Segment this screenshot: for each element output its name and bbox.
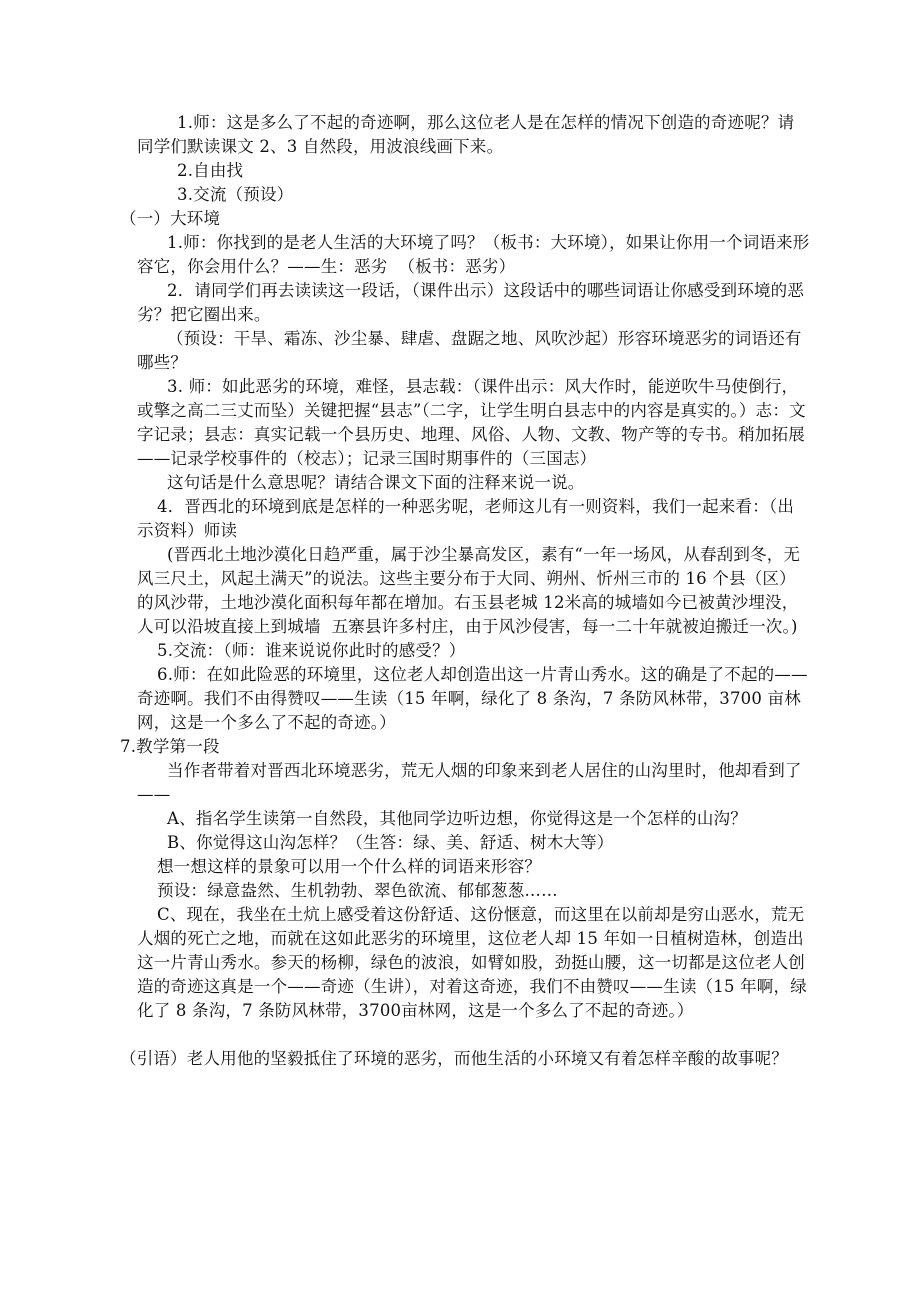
paragraph-19: 预设：绿意盎然、生机勃勃、翠色欲流、郁郁葱葱…… — [157, 881, 558, 900]
paragraph-5: 1.师：你找到的是老人生活的大环境了吗？（板书：大环境），如果让你用一个词语来形容它，你会用什么？——生：恶劣 （板书：恶劣） — [137, 233, 810, 276]
section-heading-environment: （一）大环境 — [120, 209, 221, 228]
paragraph-22: （引语）老人用他的坚毅抵住了环境的恶劣，而他生活的小环境又有着怎样辛酸的故事呢？ — [120, 1049, 788, 1068]
paragraph-10: 4．晋西北的环境到底是怎样的一种恶劣呢，老师这儿有一则资料，我们一起来看：（出示资料）师读 — [137, 497, 795, 540]
section-heading-teaching: 7.教学第一段 — [120, 737, 220, 756]
paragraph-6: 2．请同学们再去读读这一段话，（课件出示）这段话中的哪些词语让你感受到环境的恶劣？把它圈出来。 — [137, 281, 805, 324]
paragraph-20: C、现在，我坐在土炕上感受着这份舒适、这份惬意，而这里在以前却是穷山恶水，荒无人烟的死亡之地，而就在这如此恶劣的环境里，这位老人却 15 年如一日植树造林，创造出这一片青山秀水。参天的杨柳，绿色的波浪，如臂如股，劲挺山腰，这一切都是这位老人创造的奇迹这真是一个——奇迹（生讲），对着这奇迹，我们不由赞叹——生读（15 年啊，绿化了 8 条沟，7 条防风林带，3700亩林网，这是一个多么了不起的奇迹。） — [137, 905, 807, 1020]
paragraph-13: 6.师：在如此险恶的环境里，这位老人却创造出这一片青山秀水。这的确是了不起的——奇迹啊。我们不由得赞叹——生读（15 年啊，绿化了 8 条沟，7 条防风林带，3700 亩林网，这是一个多么了不起的奇迹。） — [137, 665, 808, 732]
blank-line — [137, 1023, 810, 1047]
paragraph-7: （预设：干旱、霜冻、沙尘暴、肆虐、盘踞之地、风吹沙起）形容环境恶劣的词语还有哪些？ — [137, 329, 802, 372]
paragraph-8: 3. 师：如此恶劣的环境，难怪，县志载：（课件出示：风大作时，能逆吹牛马使倒行，或擎之高二三丈而坠）关键把握“县志”（二字，让学生明白县志中的内容是真实的。）志：文字记录；县志：真实记载一个县历史、地理、风俗、人物、文教、物产等的专书。稍加拓展——记录学校事件的（校志）；记录三国时期事件的（三国志） — [137, 377, 806, 468]
paragraph-1: 1.师：这是多么了不起的奇迹啊，那么这位老人是在怎样的情况下创造的奇迹呢？请同学们默读课文 2、3 自然段，用波浪线画下来。 — [137, 113, 795, 156]
paragraph-11: (晋西北土地沙漠化日趋严重，属于沙尘暴高发区，素有“一年一场风，从春刮到冬，无风三尺土，风起土满天”的说法。这些主要分布于大同、朔州、忻州三市的 16 个县（区）的风沙带，土地沙漠化面积每年都在增加。右玉县老城 12米高的城墙如今已被黄沙埋没，人可以沿坡直接上到城墙 五寨县许多村庄，由于风沙侵害，每一二十年就被迫搬迁一次。) — [137, 545, 801, 636]
paragraph-9: 这句话是什么意思呢？请结合课文下面的注释来说一说。 — [167, 473, 585, 492]
paragraph-18: 想一想这样的景象可以用一个什么样的词语来形容？ — [157, 857, 542, 876]
paragraph-3: 3.交流（预设） — [177, 185, 294, 204]
paragraph-2: 2.自由找 — [177, 161, 244, 180]
paragraph-15: 当作者带着对晋西北环境恶劣，荒无人烟的印象来到老人居住的山沟里时，他却看到了—— — [137, 761, 802, 804]
paragraph-12: 5.交流：（师：谁来说说你此时的感受？） — [157, 641, 466, 660]
paragraph-17: B、你觉得这山沟怎样？（生答：绿、美、舒适、树木大等） — [167, 833, 614, 852]
paragraph-16: A、指名学生读第一自然段，其他同学边听边想，你觉得这是一个怎样的山沟？ — [167, 809, 747, 828]
